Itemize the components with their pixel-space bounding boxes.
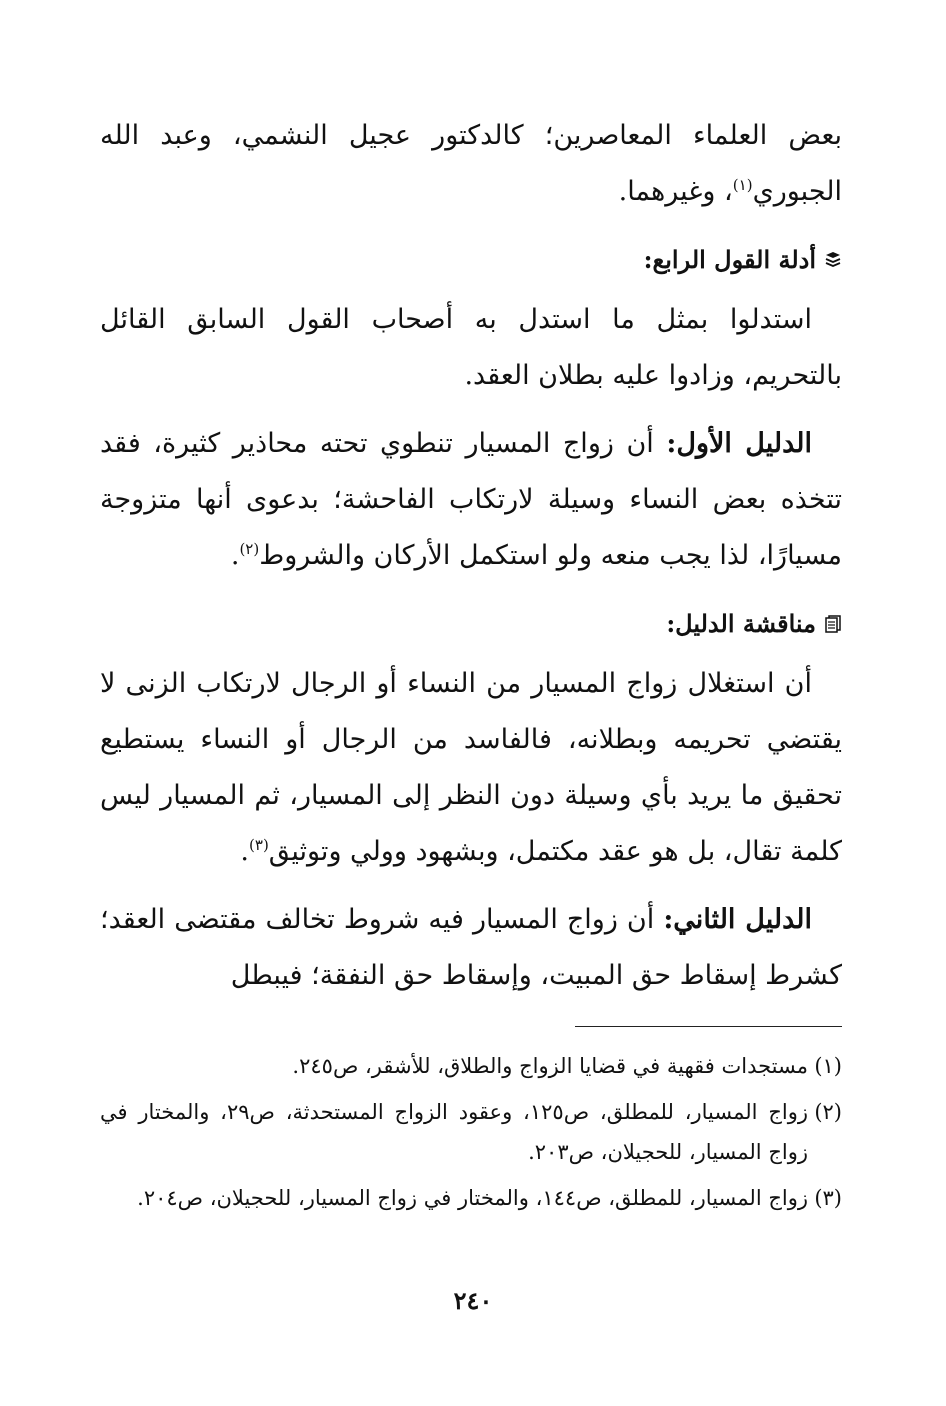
footnotes — [100, 1046, 842, 1224]
first-evidence-text: أن زواج المسيار تنطوي تحته محاذير كثيرة، فقد تتخذه بعض النساء وسيلة لارتكاب الفاحشة؛ بدعوى أنها متزوجة مسيارًا، لذا يجب منعه ولو استكمل الأركان والشروط — [100, 428, 842, 571]
first-evidence-label: الدليل الأول: — [666, 428, 812, 459]
document-icon — [824, 615, 842, 633]
intro-text: بعض العلماء المعاصرين؛ كالدكتور عجيل النشمي، وعبد الله الجبوري — [100, 120, 842, 207]
discussion-end: . — [240, 836, 250, 867]
section-heading-fourth-opinion — [100, 240, 842, 280]
footnote-ref-1[interactable]: (١) — [732, 176, 753, 194]
first-evidence-paragraph — [100, 416, 842, 584]
intro-paragraph — [100, 108, 842, 220]
footnote-text: زواج المسيار، للمطلق، ص١٢٥، وعقود الزواج المستحدثة، ص٢٩، والمختار في زواج المسيار، للحجيلان، ص٢٠٣. — [100, 1100, 809, 1164]
intro-end: ، وغيرهما. — [618, 176, 733, 207]
discussion-paragraph — [100, 656, 842, 880]
section-heading-discussion — [100, 604, 842, 644]
page-number: ٢٤٠ — [453, 1286, 493, 1315]
first-evidence-end: . — [230, 540, 240, 571]
page-body — [100, 108, 842, 1004]
footnote-number: (٢) — [814, 1100, 842, 1124]
footnote-ref-3[interactable]: (٣) — [249, 836, 269, 854]
discussion-text: أن استغلال زواج المسيار من النساء أو الرجال لارتكاب الزنى لا يقتضي تحريمه وبطلانه، فالفاسد من الرجال أو النساء يستطيع تحقيق ما يريد بأي وسيلة دون النظر إلى المسيار، ثم المسيار ليس كلمة تقال، بل هو عقد مكتمل، وبشهود وولي وتوثيق — [100, 668, 842, 867]
second-evidence-label: الدليل الثاني: — [663, 904, 813, 935]
footnote-item — [100, 1046, 842, 1086]
footnote-separator — [575, 1026, 842, 1027]
second-evidence-text: أن زواج المسيار فيه شروط تخالف مقتضى العقد؛ كشرط إسقاط حق المبيت، وإسقاط حق النفقة؛ فيبطل — [100, 904, 842, 991]
evidence-paragraph: استدلوا بمثل ما استدل به أصحاب القول السابق القائل بالتحريم، وزادوا عليه بطلان العقد. — [100, 304, 842, 391]
footnote-ref-2[interactable]: (٢) — [239, 540, 260, 558]
footnote-text: مستجدات فقهية في قضايا الزواج والطلاق، للأشقر، ص٢٤٥. — [292, 1054, 808, 1078]
footnote-text: زواج المسيار، للمطلق، ص١٤٤، والمختار في زواج المسيار، للحجيلان، ص٢٠٤. — [137, 1186, 808, 1210]
second-evidence-paragraph — [100, 892, 842, 1004]
book-icon — [824, 251, 842, 269]
footnote-item — [100, 1092, 842, 1172]
footnote-item — [100, 1178, 842, 1218]
footnote-number: (٣) — [814, 1186, 842, 1210]
footnote-number: (١) — [814, 1054, 842, 1078]
heading-text: أدلة القول الرابع: — [643, 245, 816, 274]
heading-text: مناقشة الدليل: — [666, 609, 816, 638]
